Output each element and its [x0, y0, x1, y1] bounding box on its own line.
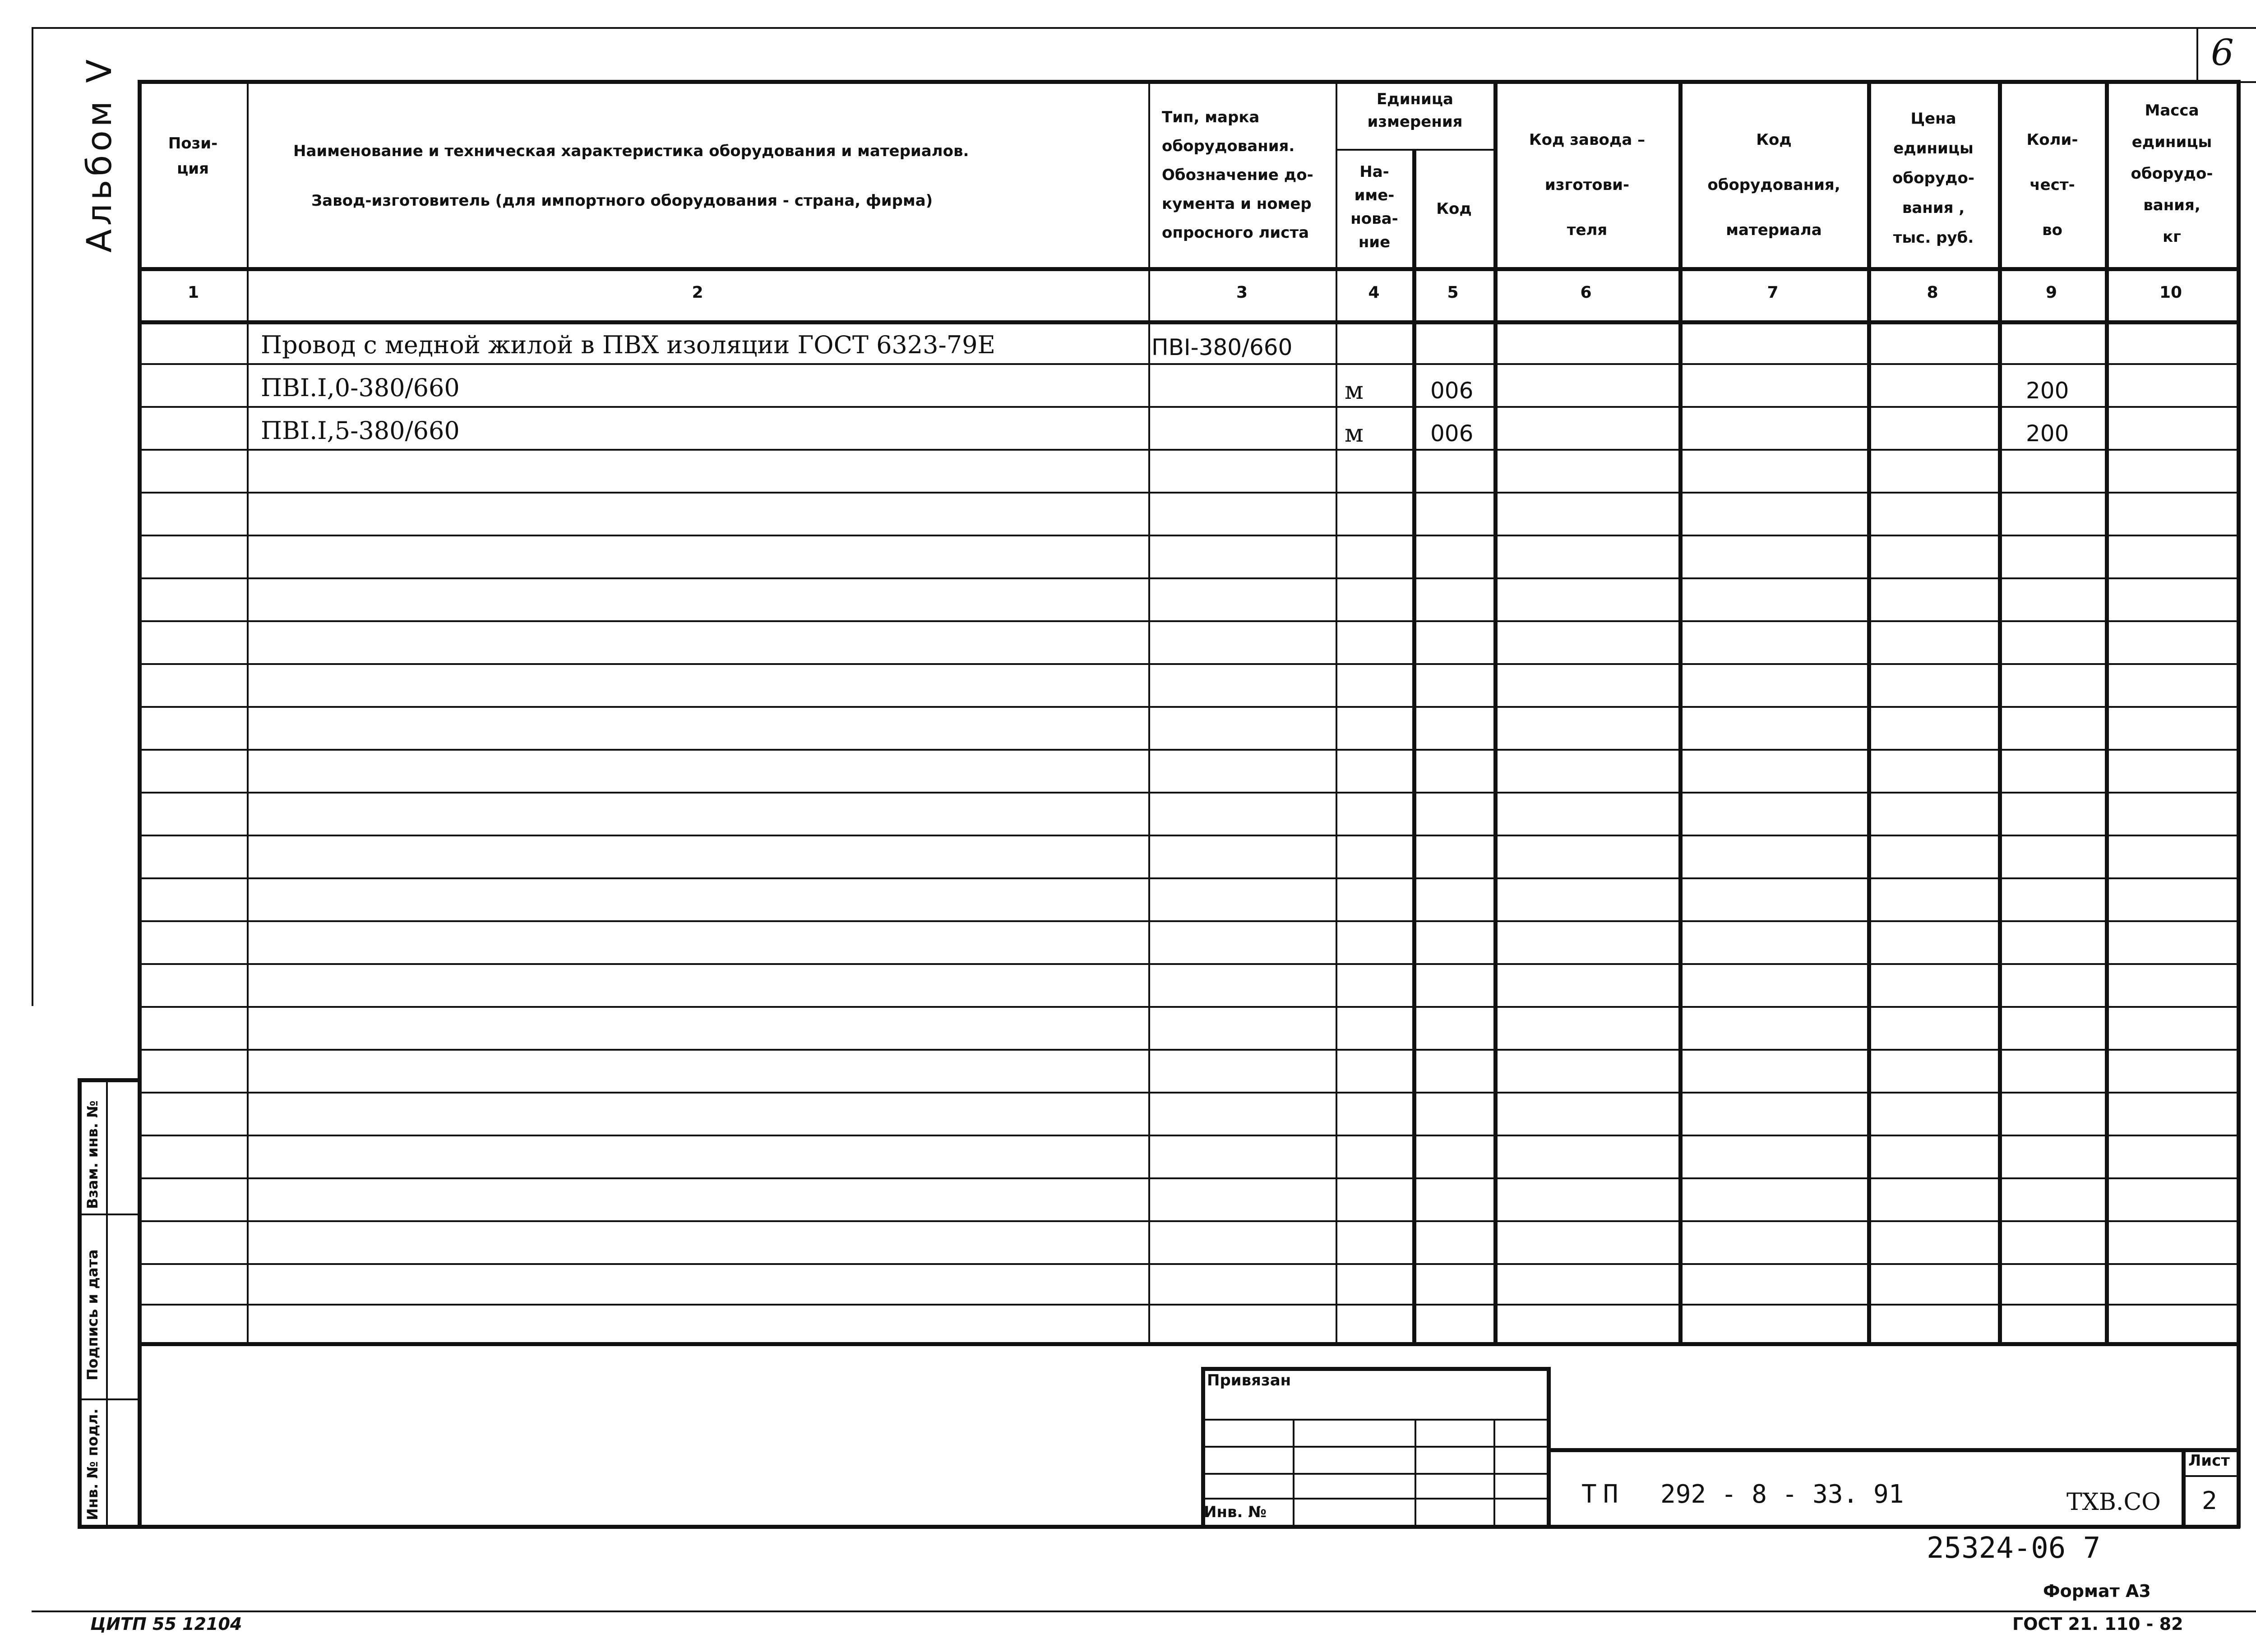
inv-no-label: Инв. № — [1204, 1503, 1267, 1521]
stamp-vzam-inv: Взам. инв. № — [84, 1100, 101, 1209]
header-factory-code: Код завода – изготови- теля — [1529, 131, 1646, 239]
privyazan-label: Привязан — [1207, 1371, 1291, 1389]
column-number: 2 — [692, 283, 703, 302]
doc-number: 292 - 8 - 33. 91 — [1660, 1480, 1904, 1509]
doc-suffix: ТХВ.СО — [2066, 1489, 2161, 1516]
item-name: ПВI.I,0-380/660 — [261, 374, 460, 402]
header-type: Тип, марка оборудования. Обозначение до- кумента и номер опросного листа — [1162, 108, 1313, 242]
citp-label: ЦИТП 55 12104 — [90, 1614, 242, 1634]
header-price: Цена единицы оборудо- вания , тыс. руб. — [1892, 110, 1974, 247]
column-number: 7 — [1767, 283, 1779, 302]
item-code: 006 — [1430, 378, 1474, 404]
item-code: 006 — [1430, 420, 1474, 447]
item-unit: м — [1345, 419, 1364, 448]
column-number: 4 — [1368, 283, 1380, 302]
header-position: Пози- ция — [168, 134, 218, 178]
item-quantity: 200 — [2026, 420, 2069, 447]
album-label: Альбом V — [79, 55, 119, 253]
item-quantity: 200 — [2026, 378, 2069, 404]
archive-number: 25324-06 7 — [1927, 1532, 2101, 1565]
corner-sheet-number: 6 — [2211, 32, 2234, 74]
item-name: ПВI.I,5-380/660 — [261, 416, 460, 445]
item-name: Провод с медной жилой в ПВХ изоляции ГОСТ 6323-79Е — [261, 331, 995, 359]
header-quantity: Коли- чест- во — [2026, 131, 2078, 239]
column-number: 5 — [1447, 283, 1459, 302]
column-number: 1 — [187, 283, 199, 302]
header-mass: Масса единицы оборудо- вания, кг — [2131, 102, 2213, 246]
column-number: 10 — [2159, 283, 2182, 302]
doc-prefix: ТП — [1581, 1480, 1625, 1509]
header-unit-name: На- име- нова- ние — [1350, 163, 1398, 251]
header-unit-code: Код — [1436, 200, 1472, 218]
item-type: ПВI-380/660 — [1151, 334, 1293, 360]
gost-label: ГОСТ 21. 110 - 82 — [2012, 1614, 2183, 1634]
header-name: Наименование и техническая характеристика оборудования и материалов. Завод-изготовитель (для импортного оборудования - страна, фирма) — [293, 142, 969, 210]
column-number: 8 — [1927, 283, 1938, 302]
item-unit: м — [1345, 376, 1364, 405]
column-number: 3 — [1236, 283, 1248, 302]
list-number: 2 — [2202, 1486, 2218, 1515]
format-label: Формат А3 — [2043, 1581, 2151, 1601]
header-equipment-code: Код оборудования, материала — [1707, 131, 1840, 239]
stamp-signature-date: Подпись и дата — [84, 1249, 101, 1380]
stamp-inv-podl: Инв. № подл. — [84, 1408, 101, 1520]
column-number: 9 — [2045, 283, 2057, 302]
column-number: 6 — [1580, 283, 1592, 302]
list-label: Лист — [2188, 1452, 2230, 1470]
header-unit-group: Единица измерения — [1367, 90, 1463, 131]
